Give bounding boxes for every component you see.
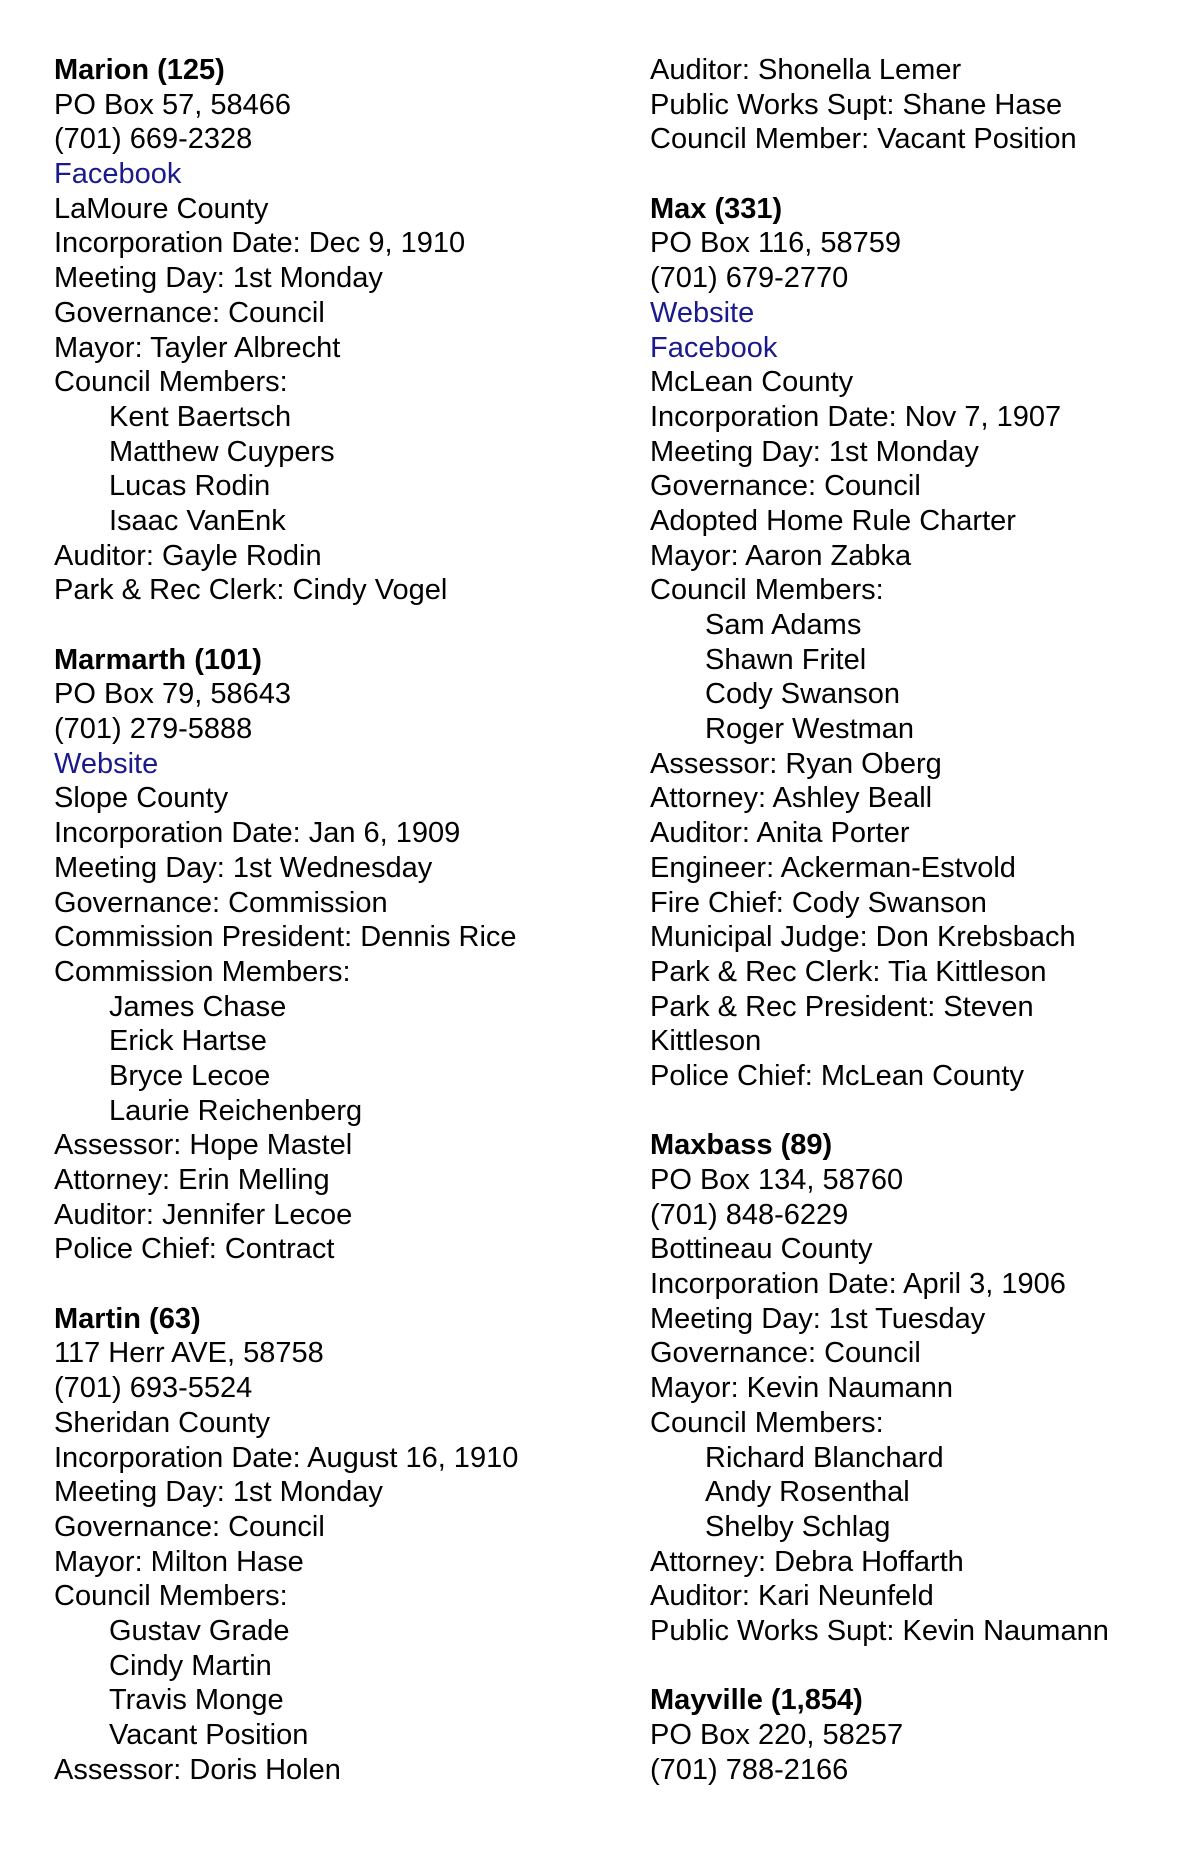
member-name: Roger Westman bbox=[705, 713, 914, 746]
member-name: James Chase bbox=[109, 990, 287, 1023]
info-line: Governance: Council bbox=[54, 296, 325, 329]
info-line: Council Members: bbox=[650, 574, 884, 607]
member-name: Lucas Rodin bbox=[109, 470, 271, 503]
info-line: (701) 279-5888 bbox=[54, 713, 253, 746]
city-title: Maxbass (89) bbox=[650, 1129, 833, 1162]
info-line: Incorporation Date: Nov 7, 1907 bbox=[650, 400, 1062, 433]
member-name: Kent Baertsch bbox=[109, 400, 292, 433]
info-line: PO Box 134, 58760 bbox=[650, 1164, 904, 1196]
info-line: Council Member: Vacant Position bbox=[650, 123, 1077, 156]
entry-spacer bbox=[650, 1649, 1200, 1684]
info-line: Adopted Home Rule Charter bbox=[650, 504, 1016, 537]
info-line: Incorporation Date: April 3, 1906 bbox=[650, 1268, 1066, 1301]
city-title: Marmarth (101) bbox=[54, 643, 262, 676]
member-name: Shelby Schlag bbox=[705, 1510, 891, 1543]
info-line: (701) 669-2328 bbox=[54, 123, 253, 156]
info-line: Assessor: Doris Holen bbox=[54, 1753, 341, 1786]
info-line: Public Works Supt: Kevin Naumann bbox=[650, 1614, 1109, 1647]
info-line: Auditor: Gayle Rodin bbox=[54, 539, 322, 572]
city-entry-marion bbox=[54, 53, 614, 608]
info-line: Assessor: Ryan Oberg bbox=[650, 747, 942, 780]
info-line: PO Box 116, 58759 bbox=[650, 227, 901, 260]
info-line: Meeting Day: 1st Monday bbox=[54, 262, 383, 295]
member-name: Sam Adams bbox=[705, 609, 862, 641]
city-title: Marion (125) bbox=[54, 54, 225, 86]
city-entry-maxbass bbox=[650, 1128, 1200, 1648]
info-line: Mayor: Aaron Zabka bbox=[650, 539, 912, 572]
member-name: Bryce Lecoe bbox=[109, 1059, 271, 1092]
city-entry-continued bbox=[650, 53, 1200, 157]
info-line: Attorney: Ashley Beall bbox=[650, 782, 933, 815]
info-line: Park & Rec Clerk: Tia Kittleson bbox=[650, 955, 1047, 988]
info-line: Governance: Council bbox=[650, 470, 921, 503]
info-line: (701) 788-2166 bbox=[650, 1753, 849, 1786]
info-line: Governance: Council bbox=[650, 1337, 921, 1370]
city-title: Mayville (1,854) bbox=[650, 1684, 863, 1717]
member-name: Gustav Grade bbox=[109, 1614, 290, 1647]
info-line: Kittleson bbox=[650, 1025, 762, 1058]
city-entry-marmarth bbox=[54, 643, 614, 1267]
info-line: Public Works Supt: Shane Hase bbox=[650, 88, 1063, 121]
info-line: Meeting Day: 1st Wednesday bbox=[54, 851, 433, 884]
info-line: Incorporation Date: Jan 6, 1909 bbox=[54, 817, 461, 850]
entry-spacer bbox=[54, 1267, 614, 1302]
info-line: Incorporation Date: Dec 9, 1910 bbox=[54, 227, 466, 260]
info-line: Council Members: bbox=[54, 366, 288, 399]
member-name: Travis Monge bbox=[109, 1684, 284, 1717]
info-line: Meeting Day: 1st Monday bbox=[54, 1476, 383, 1509]
info-line: PO Box 57, 58466 bbox=[54, 88, 291, 121]
info-line: Sheridan County bbox=[54, 1406, 271, 1439]
city-entry-mayville bbox=[650, 1683, 1200, 1787]
info-line: Commission President: Dennis Rice bbox=[54, 921, 517, 954]
entry-spacer bbox=[650, 157, 1200, 192]
info-line: 117 Herr AVE, 58758 bbox=[54, 1337, 324, 1370]
member-name: Erick Hartse bbox=[109, 1025, 267, 1058]
info-line: Mayor: Kevin Naumann bbox=[650, 1372, 954, 1405]
info-line: Municipal Judge: Don Krebsbach bbox=[650, 921, 1076, 954]
info-line: Bottineau County bbox=[650, 1233, 873, 1266]
entry-spacer bbox=[54, 608, 614, 643]
info-line: Auditor: Shonella Lemer bbox=[650, 54, 962, 86]
info-line: McLean County bbox=[650, 366, 854, 399]
info-line: Auditor: Anita Porter bbox=[650, 817, 910, 850]
city-entry-martin bbox=[54, 1302, 614, 1788]
city-title: Martin (63) bbox=[54, 1302, 201, 1335]
info-line: Mayor: Milton Hase bbox=[54, 1545, 304, 1578]
info-line: Slope County bbox=[54, 782, 229, 815]
info-line: Police Chief: McLean County bbox=[650, 1059, 1024, 1092]
info-line: Governance: Commission bbox=[54, 886, 388, 919]
left-column bbox=[54, 53, 614, 1787]
member-name: Shawn Fritel bbox=[705, 643, 867, 676]
info-line: Commission Members: bbox=[54, 955, 351, 988]
member-name: Cody Swanson bbox=[705, 678, 901, 711]
member-name: Vacant Position bbox=[109, 1719, 309, 1751]
info-line: Incorporation Date: August 16, 1910 bbox=[54, 1441, 519, 1474]
member-name: Andy Rosenthal bbox=[705, 1476, 910, 1509]
member-name: Laurie Reichenberg bbox=[109, 1094, 363, 1127]
info-line: Attorney: Debra Hoffarth bbox=[650, 1545, 964, 1578]
info-line: Fire Chief: Cody Swanson bbox=[650, 886, 987, 919]
website-link[interactable]: Website bbox=[650, 296, 755, 329]
info-line: (701) 693-5524 bbox=[54, 1372, 253, 1405]
info-line: Mayor: Tayler Albrecht bbox=[54, 331, 341, 364]
info-line: (701) 848-6229 bbox=[650, 1198, 849, 1231]
right-column bbox=[650, 53, 1200, 1787]
info-line: PO Box 220, 58257 bbox=[650, 1719, 904, 1751]
facebook-link[interactable]: Facebook bbox=[650, 331, 778, 364]
info-line: Council Members: bbox=[54, 1580, 288, 1613]
city-entry-max bbox=[650, 192, 1200, 1094]
info-line: Engineer: Ackerman-Estvold bbox=[650, 851, 1016, 884]
member-name: Cindy Martin bbox=[109, 1649, 272, 1682]
info-line: Meeting Day: 1st Tuesday bbox=[650, 1302, 986, 1335]
facebook-link[interactable]: Facebook bbox=[54, 158, 182, 191]
info-line: (701) 679-2770 bbox=[650, 262, 849, 295]
info-line: Attorney: Erin Melling bbox=[54, 1164, 330, 1196]
info-line: Assessor: Hope Mastel bbox=[54, 1129, 353, 1162]
info-line: PO Box 79, 58643 bbox=[54, 678, 291, 711]
info-line: LaMoure County bbox=[54, 192, 269, 225]
member-name: Isaac VanEnk bbox=[109, 504, 286, 537]
info-line: Park & Rec Clerk: Cindy Vogel bbox=[54, 574, 448, 607]
info-line: Governance: Council bbox=[54, 1510, 325, 1543]
member-name: Matthew Cuypers bbox=[109, 435, 335, 468]
info-line: Council Members: bbox=[650, 1406, 884, 1439]
website-link[interactable]: Website bbox=[54, 747, 159, 780]
info-line: Police Chief: Contract bbox=[54, 1233, 335, 1266]
member-name: Richard Blanchard bbox=[705, 1441, 944, 1474]
city-title: Max (331) bbox=[650, 192, 783, 225]
info-line: Auditor: Kari Neunfeld bbox=[650, 1580, 934, 1613]
info-line: Auditor: Jennifer Lecoe bbox=[54, 1198, 353, 1231]
info-line: Meeting Day: 1st Monday bbox=[650, 435, 979, 468]
entry-spacer bbox=[650, 1094, 1200, 1129]
info-line: Park & Rec President: Steven bbox=[650, 990, 1034, 1023]
